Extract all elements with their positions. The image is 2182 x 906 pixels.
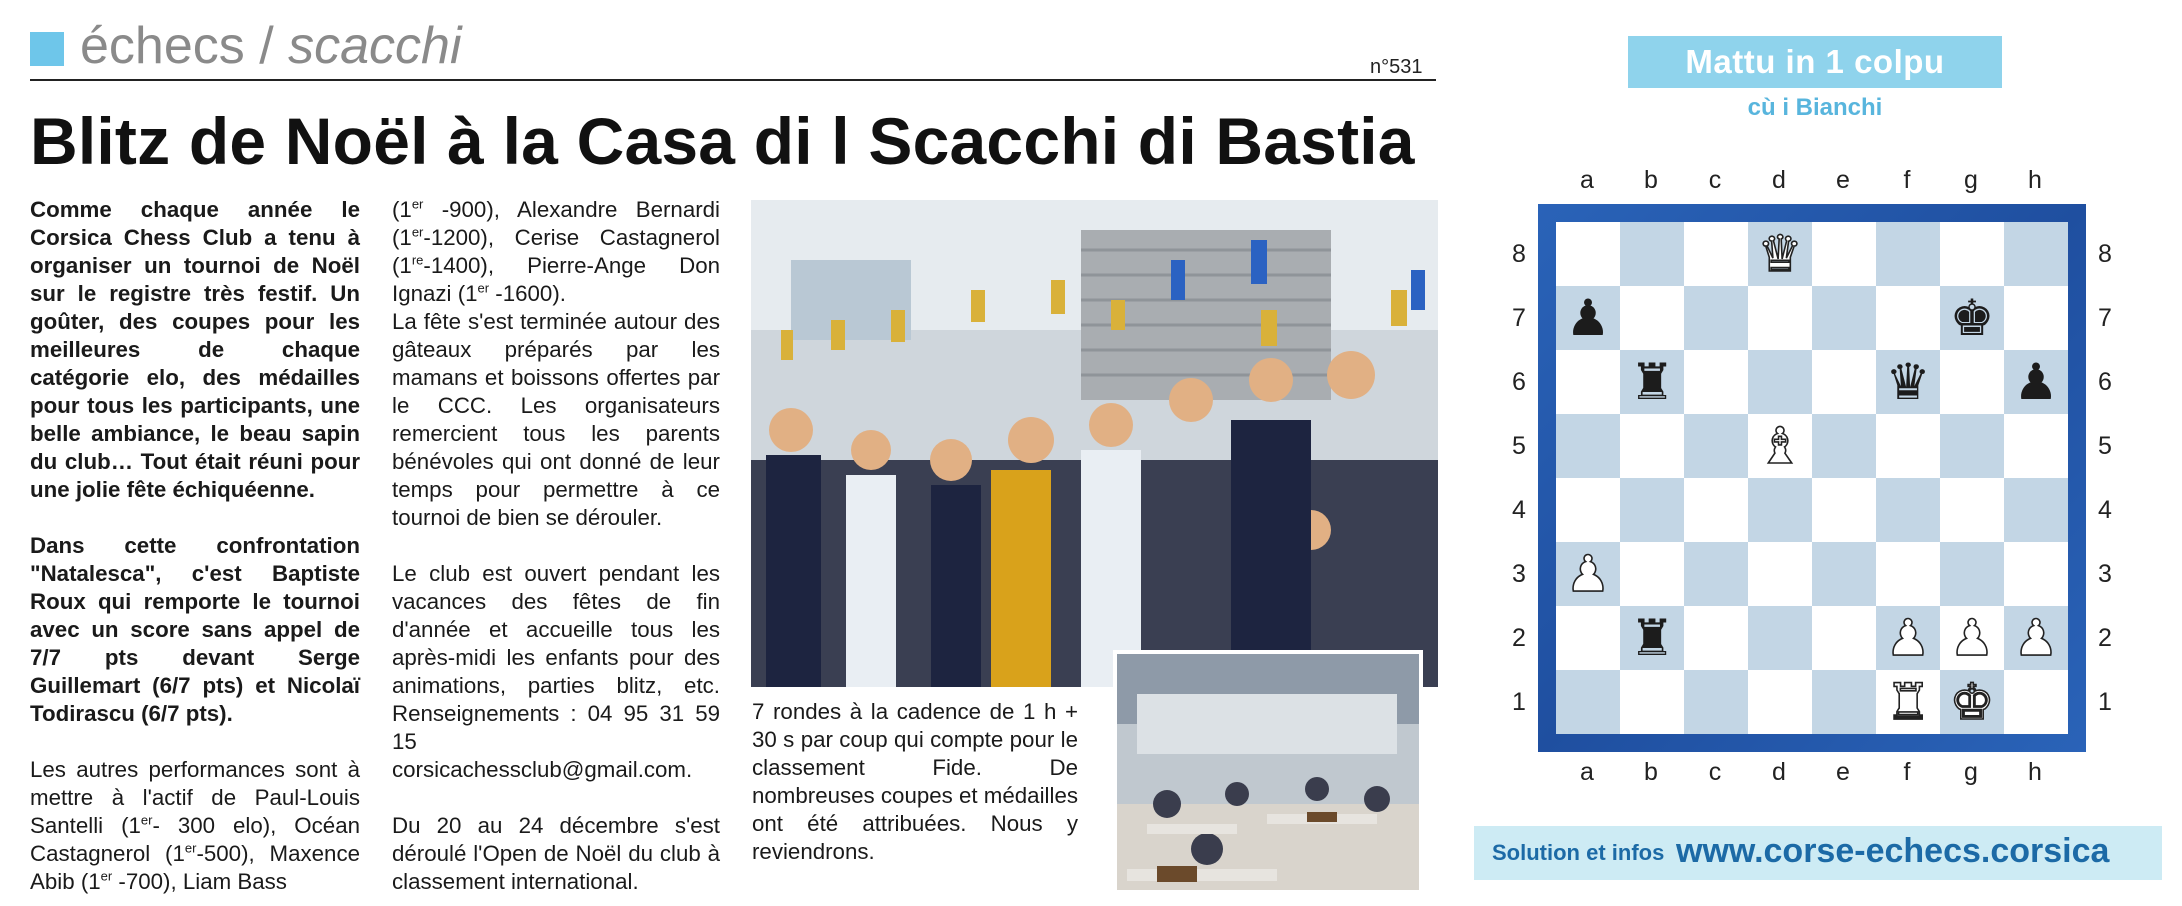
square-b1 [1620,670,1684,734]
square-e4 [1812,478,1876,542]
club-info-paragraph: Le club est ouvert pendant les vacances des fêtes de fin d'année et accueille tous les après-midi les enfants pour des animations, parties blitz, etc. Renseignements : 04 95 31 59 15 corsicachessclub@gmail.com. [392,561,720,782]
square-d7 [1748,286,1812,350]
square-g2 [1940,606,2004,670]
square-d3 [1748,542,1812,606]
white-bishop-icon: ♝ [1757,417,1803,475]
white-king-icon: ♚ [1949,673,1995,731]
solution-label: Solution et infos [1492,840,1665,865]
cadence-paragraph: 7 rondes à la cadence de 1 h + 30 s par coup qui compte pour le classement Fide. De nombreuses coupes et médailles ont été attribuées. Nous y reviendrons. [752,699,1078,864]
file-label: d [1772,758,1786,786]
square-f3 [1876,542,1940,606]
square-a8 [1556,222,1620,286]
club-email: corsicachessclub@gmail.com. [392,757,693,782]
square-f1 [1876,670,1940,734]
rank-label: 5 [2098,432,2112,460]
square-a1 [1556,670,1620,734]
file-label: h [2028,166,2042,194]
section-color-marker [30,32,64,66]
file-label: b [1644,758,1658,786]
header-rule [30,79,1436,81]
issue-number: n°531 [1370,56,1423,78]
rank-label: 8 [2098,240,2112,268]
chessboard [1556,222,2068,734]
square-g3 [1940,542,2004,606]
celebration-text: La fête s'est terminée autour des gâteaux préparés par les mamans et boissons offertes par le CCC. Les organisateurs remercient tous les parents bénévoles qui ont donné de leur temps pour permettre à ce tournoi de bien se dérouler. [392,309,720,530]
square-d8 [1748,222,1812,286]
square-b2 [1620,606,1684,670]
rank-label: 8 [1512,240,1526,268]
section-title [80,14,462,78]
black-queen-icon: ♛ [1885,353,1931,411]
rank-label: 1 [1512,688,1526,716]
square-c1 [1684,670,1748,734]
solution-link[interactable]: www.corse-echecs.corsica [1676,832,2110,870]
square-c2 [1684,606,1748,670]
black-pawn-icon: ♟ [1565,289,1611,347]
square-d1 [1748,670,1812,734]
square-h5 [2004,414,2068,478]
square-c6 [1684,350,1748,414]
rank-label: 3 [2098,560,2112,588]
square-h4 [2004,478,2068,542]
file-labels-top [1555,166,2099,196]
square-a4 [1556,478,1620,542]
puzzle-title: Mattu in 1 colpu [1628,36,2002,88]
black-king-icon: ♚ [1949,289,1995,347]
file-label: e [1836,758,1850,786]
article-column-2 [392,196,720,896]
file-label: f [1903,166,1911,194]
puzzle-subtitle: cù i Bianchi [1747,94,1883,121]
square-b3 [1620,542,1684,606]
square-h6 [2004,350,2068,414]
white-rook-icon: ♜ [1885,673,1931,731]
rank-label: 7 [2098,304,2112,332]
square-f2 [1876,606,1940,670]
square-b8 [1620,222,1684,286]
section-title-main: échecs / [80,17,289,75]
square-g7 [1940,286,2004,350]
square-c5 [1684,414,1748,478]
tournament-room-photo [1113,650,1423,894]
rank-label: 4 [2098,496,2112,524]
square-f5 [1876,414,1940,478]
rank-label: 7 [1512,304,1526,332]
square-g5 [1940,414,2004,478]
rank-label: 3 [1512,560,1526,588]
room-illustration [1117,654,1419,890]
rank-label: 5 [1512,432,1526,460]
square-e6 [1812,350,1876,414]
file-label: c [1708,166,1722,194]
rank-label: 6 [1512,368,1526,396]
square-a5 [1556,414,1620,478]
square-a7 [1556,286,1620,350]
lead-paragraph-1: Comme chaque année le Corsica Chess Club a tenu à organiser un tournoi de Noël sur le registre très festif. Un goûter, des coupes pour les meilleures de chaque catégorie elo, des médailles pour tous les participants, une belle ambiance, le beau sapin du club… Tout était réuni pour une jolie fête échiquéenne. [30,197,360,502]
rank-label: 4 [1512,496,1526,524]
square-e7 [1812,286,1876,350]
black-rook-icon: ♜ [1629,609,1675,667]
square-a6 [1556,350,1620,414]
square-g1 [1940,670,2004,734]
square-c3 [1684,542,1748,606]
lead-paragraph-2: Dans cette confrontation "Natalesca", c'est Baptiste Roux qui remporte le tournoi avec un score sans appel de 7/7 pts devant Serge Guillemart (6/7 pts) et Nicolaï Todirascu (6/7 pts). [30,533,360,726]
article-column-3 [752,698,1078,866]
square-c4 [1684,478,1748,542]
square-c7 [1684,286,1748,350]
square-h1 [2004,670,2068,734]
square-a3 [1556,542,1620,606]
square-b4 [1620,478,1684,542]
rank-label: 1 [2098,688,2112,716]
square-e8 [1812,222,1876,286]
square-h7 [2004,286,2068,350]
square-e1 [1812,670,1876,734]
rank-label: 2 [1512,624,1526,652]
square-g8 [1940,222,2004,286]
square-f6 [1876,350,1940,414]
square-h2 [2004,606,2068,670]
square-b7 [1620,286,1684,350]
rank-labels-right [2090,222,2120,734]
open-paragraph: Du 20 au 24 décembre s'est déroulé l'Open de Noël du club à classement international. [392,813,720,894]
square-e3 [1812,542,1876,606]
square-d4 [1748,478,1812,542]
article-headline: Blitz de Noël à la Casa di l Scacchi di Bastia [30,104,1415,178]
file-label: f [1903,758,1911,786]
results-paragraph-continued: (1er -900), Alexandre Bernardi (1er-1200), Cerise Castagnerol (1re-1400), Pierre-Ange Don Ignazi (1er -1600). La fête s'est terminée autour des gâteaux préparés par les mamans et boissons offertes par le CCC. Les organisateurs remercient tous les parents bénévoles qui ont donné de leur temps pour permettre à ce tournoi de bien se dérouler. [392,196,720,530]
white-pawn-icon: ♟ [1949,609,1995,667]
white-pawn-icon: ♟ [1885,609,1931,667]
white-queen-icon: ♛ [1757,225,1803,283]
photo-illustration [751,200,1438,687]
black-rook-icon: ♜ [1629,353,1675,411]
square-f4 [1876,478,1940,542]
section-title-italic: scacchi [288,17,462,75]
square-d6 [1748,350,1812,414]
white-pawn-icon: ♟ [2013,609,2059,667]
file-label: d [1772,166,1786,194]
square-g4 [1940,478,2004,542]
square-f7 [1876,286,1940,350]
square-f8 [1876,222,1940,286]
file-label: a [1580,166,1594,194]
square-d5 [1748,414,1812,478]
square-d2 [1748,606,1812,670]
file-label: a [1580,758,1594,786]
square-e2 [1812,606,1876,670]
file-label: c [1708,758,1722,786]
rank-label: 6 [2098,368,2112,396]
square-b5 [1620,414,1684,478]
square-g6 [1940,350,2004,414]
square-h3 [2004,542,2068,606]
white-pawn-icon: ♟ [1565,545,1611,603]
file-label: g [1964,166,1978,194]
square-a2 [1556,606,1620,670]
square-b6 [1620,350,1684,414]
file-label: b [1644,166,1658,194]
file-label: g [1964,758,1978,786]
rank-label: 2 [2098,624,2112,652]
rank-labels-left [1504,222,1534,734]
file-labels-bottom [1555,758,2099,788]
results-paragraph: Les autres performances sont à mettre à l'actif de Paul-Louis Santelli (1er- 300 elo), Océan Castagnerol (1er-500), Maxence Abib (1er -700), Liam Bass [30,757,360,894]
black-pawn-icon: ♟ [2013,353,2059,411]
file-label: h [2028,758,2042,786]
article-column-1 [30,196,360,896]
square-h8 [2004,222,2068,286]
square-c8 [1684,222,1748,286]
square-e5 [1812,414,1876,478]
tournament-photo [751,200,1438,687]
file-label: e [1836,166,1850,194]
solution-banner [1474,826,2162,880]
